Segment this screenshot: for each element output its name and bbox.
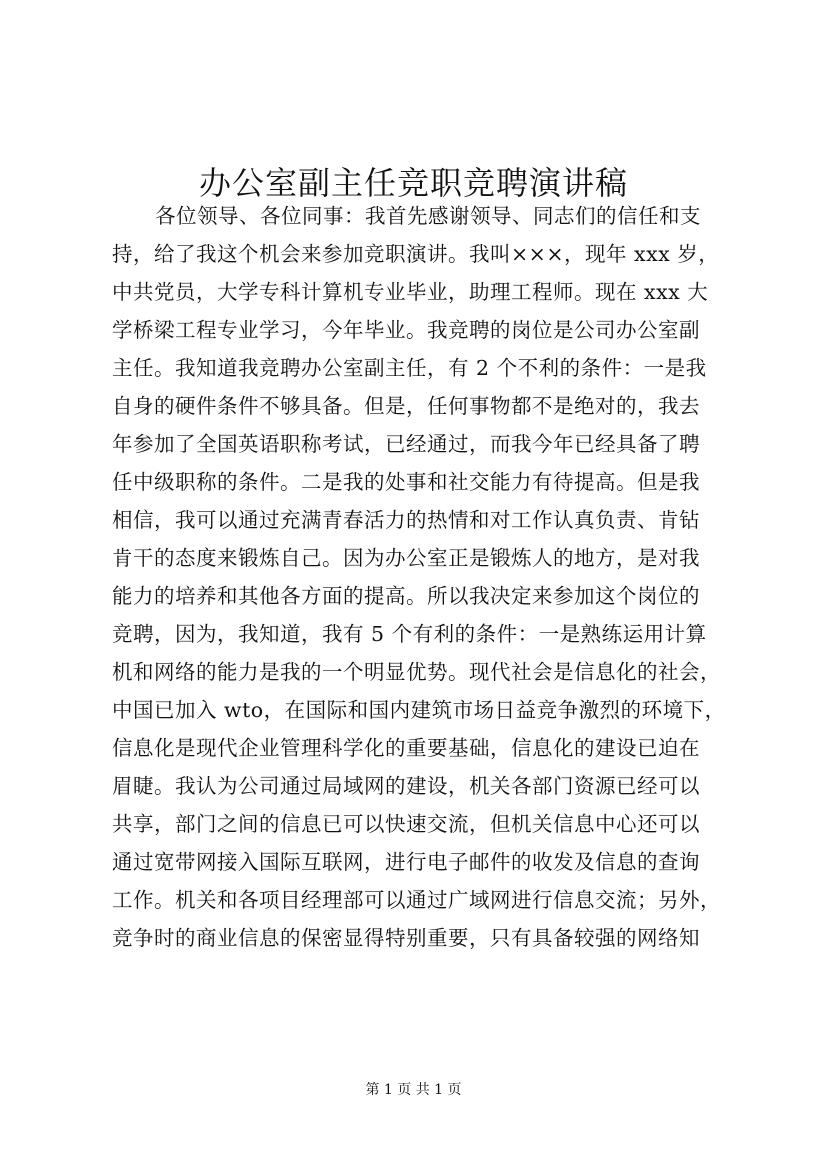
body-line: 持，给了我这个机会来参加竞职演讲。我叫×××，现年 xxx 岁， bbox=[112, 242, 720, 266]
body-line: 机和网络的能力是我的一个明显优势。现代社会是信息化的社会， bbox=[112, 660, 721, 684]
document-title: 办公室副主任竞职竞聘演讲稿 bbox=[198, 164, 628, 203]
body-line: 眉睫。我认为公司通过局域网的建设，机关各部门资源已经可以 bbox=[112, 774, 700, 798]
body-line: 各位领导、各位同事：我首先感谢领导、同志们的信任和支 bbox=[155, 204, 701, 228]
speech-body bbox=[112, 197, 732, 957]
body-line: 中共党员，大学专科计算机专业毕业，助理工程师。现在 xxx 大 bbox=[112, 280, 709, 304]
body-line: 信息化是现代企业管理科学化的重要基础，信息化的建设已迫在 bbox=[112, 736, 700, 760]
body-line: 年参加了全国英语职称考试，已经通过，而我今年已经具备了聘 bbox=[112, 432, 700, 456]
body-line: 主任。我知道我竞聘办公室副主任，有 2 个不利的条件：一是我 bbox=[112, 356, 707, 380]
body-line: 共享，部门之间的信息已可以快速交流，但机关信息中心还可以 bbox=[112, 812, 700, 836]
body-line: 相信，我可以通过充满青春活力的热情和对工作认真负责、肯钻 bbox=[112, 508, 700, 532]
body-line: 自身的硬件条件不够具备。但是，任何事物都不是绝对的，我去 bbox=[112, 394, 700, 418]
page-footer: 第 1 页 共 1 页 bbox=[365, 1082, 462, 1098]
body-line: 任中级职称的条件。二是我的处事和社交能力有待提高。但是我 bbox=[112, 470, 700, 494]
body-line: 中国已加入 wto，在国际和国内建筑市场日益竞争激烈的环境下， bbox=[112, 698, 726, 722]
body-line: 竞争时的商业信息的保密显得特别重要，只有具备较强的网络知 bbox=[112, 926, 700, 950]
body-line: 学桥梁工程专业学习，今年毕业。我竞聘的岗位是公司办公室副 bbox=[112, 318, 700, 342]
body-line: 肯干的态度来锻炼自己。因为办公室正是锻炼人的地方，是对我 bbox=[112, 546, 700, 570]
body-line: 通过宽带网接入国际互联网，进行电子邮件的收发及信息的查询 bbox=[112, 850, 700, 874]
body-line: 竞聘，因为，我知道，我有 5 个有利的条件：一是熟练运用计算 bbox=[112, 622, 707, 646]
body-line: 能力的培养和其他各方面的提高。所以我决定来参加这个岗位的 bbox=[112, 584, 700, 608]
body-line: 工作。机关和各项目经理部可以通过广域网进行信息交流；另外， bbox=[112, 888, 721, 912]
